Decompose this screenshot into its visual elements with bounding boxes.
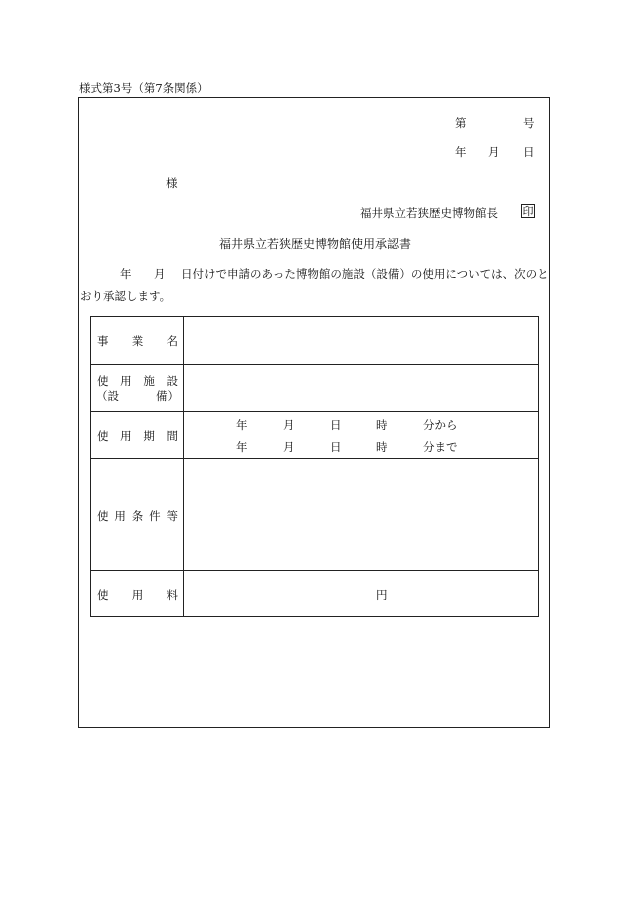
body-line1-rest: 日付けで申請のあった博物館の施設（設備）の使用については、次のと bbox=[181, 267, 549, 281]
approval-table bbox=[90, 316, 539, 617]
label-char: 使 bbox=[97, 588, 109, 602]
label-char: 事 bbox=[97, 334, 109, 348]
label-facility bbox=[97, 373, 178, 389]
doc-number-suffix: 号 bbox=[523, 116, 535, 130]
table-row-divider bbox=[91, 570, 538, 571]
label-char: 等 bbox=[166, 509, 178, 523]
label-char: 期 bbox=[143, 429, 155, 443]
label-char: 施 bbox=[143, 374, 155, 388]
label-char: （設 bbox=[96, 389, 119, 403]
header-date-day: 日 bbox=[523, 145, 535, 159]
fee-unit: 円 bbox=[376, 588, 388, 602]
label-char: 間 bbox=[166, 429, 178, 443]
label-char: 業 bbox=[131, 334, 144, 348]
label-facility-equipment bbox=[96, 388, 179, 404]
header-date-year: 年 bbox=[455, 145, 467, 159]
label-char: 用 bbox=[131, 588, 144, 602]
label-char: 条 bbox=[131, 509, 144, 523]
label-char: 備） bbox=[156, 389, 179, 403]
table-row-divider bbox=[91, 364, 538, 365]
label-char: 名 bbox=[166, 334, 178, 348]
table-row-divider bbox=[91, 458, 538, 459]
label-conditions bbox=[97, 508, 178, 524]
header-date-month: 月 bbox=[488, 145, 500, 159]
body-line2: おり承認します。 bbox=[80, 289, 172, 303]
label-period bbox=[97, 428, 178, 444]
label-char: 用 bbox=[114, 509, 126, 523]
label-char: 使 bbox=[97, 374, 109, 388]
doc-number-prefix: 第 bbox=[455, 116, 467, 130]
period-from-hour: 時 bbox=[376, 418, 388, 432]
label-char: 使 bbox=[97, 429, 109, 443]
issuer-name: 福井県立若狭歴史博物館長 bbox=[360, 206, 498, 220]
body-month: 月 bbox=[154, 267, 166, 281]
label-char: 料 bbox=[166, 588, 178, 602]
label-char: 使 bbox=[97, 509, 109, 523]
form-label: 様式第3号（第7条関係） bbox=[79, 81, 209, 95]
table-row-divider bbox=[91, 411, 538, 412]
period-to-day: 日 bbox=[330, 440, 342, 454]
seal-stamp: 印 bbox=[522, 205, 534, 218]
period-from-year: 年 bbox=[236, 418, 248, 432]
period-from-month: 月 bbox=[283, 418, 295, 432]
label-char: 用 bbox=[120, 374, 132, 388]
period-to-year: 年 bbox=[236, 440, 248, 454]
body-year: 年 bbox=[120, 267, 132, 281]
label-fee bbox=[97, 587, 178, 603]
document-title: 福井県立若狭歴史博物館使用承認書 bbox=[218, 237, 411, 251]
recipient-suffix: 様 bbox=[166, 176, 178, 190]
label-char: 件 bbox=[149, 509, 161, 523]
period-to-hour: 時 bbox=[376, 440, 388, 454]
table-column-divider bbox=[183, 317, 184, 616]
period-to-minute: 分まで bbox=[423, 440, 458, 454]
period-from-minute: 分から bbox=[423, 418, 458, 432]
label-event-name bbox=[97, 333, 178, 349]
label-char: 用 bbox=[120, 429, 132, 443]
period-to-month: 月 bbox=[283, 440, 295, 454]
period-from-day: 日 bbox=[330, 418, 342, 432]
label-char: 設 bbox=[166, 374, 178, 388]
